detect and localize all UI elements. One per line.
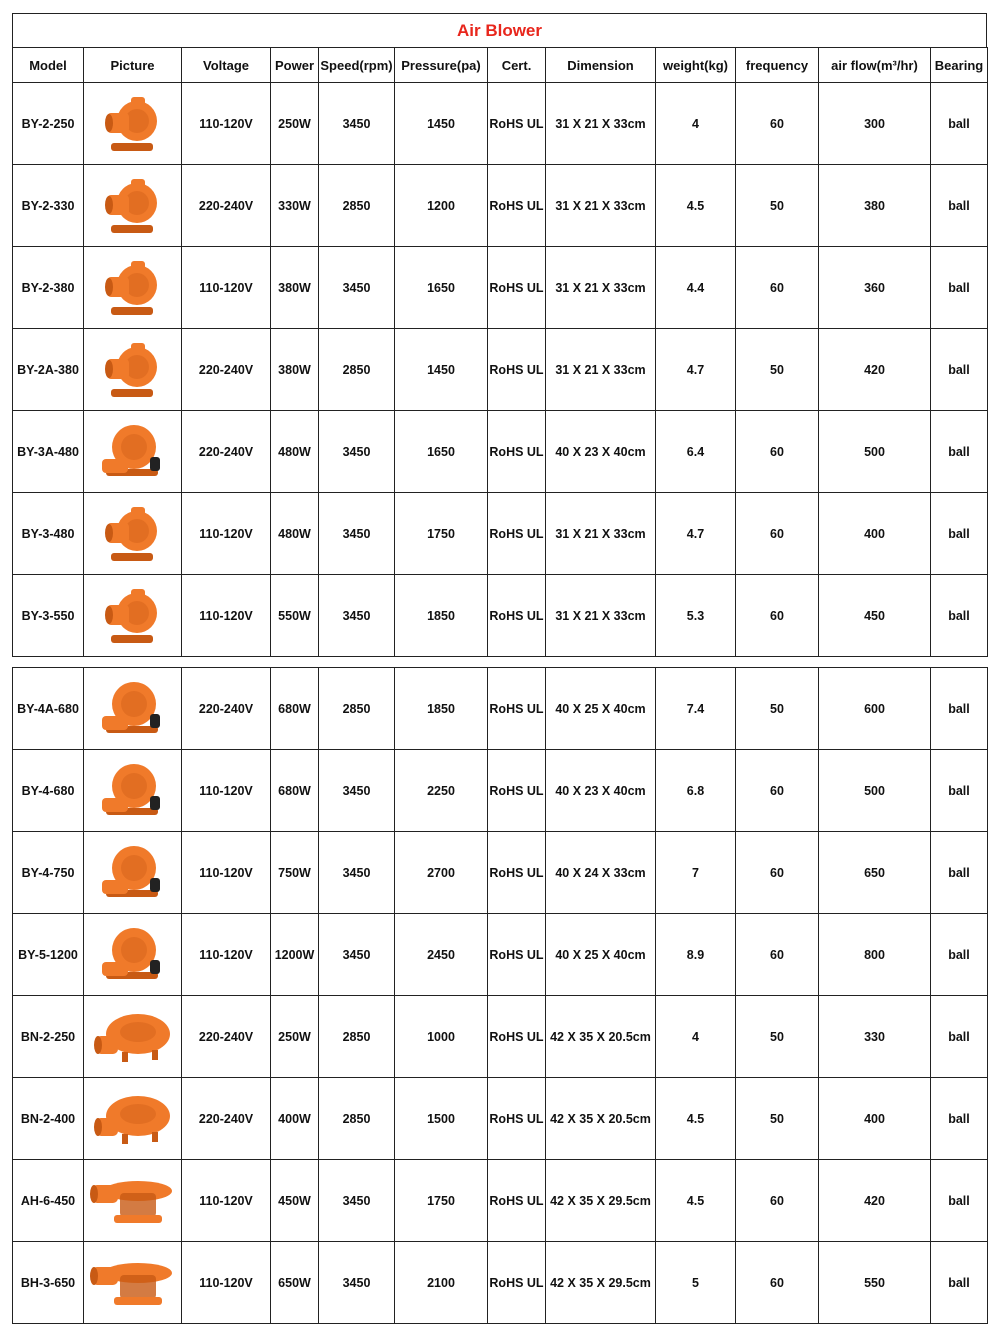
round-blower-icon [84, 842, 181, 904]
dimension-cell: 42 X 35 X 20.5cm [546, 1078, 656, 1160]
bearing-cell: ball [931, 329, 988, 411]
dimension-cell: 31 X 21 X 33cm [546, 329, 656, 411]
voltage-cell: 220-240V [182, 1078, 271, 1160]
model-cell: BY-4-750 [13, 832, 84, 914]
model-cell: BN-2-400 [13, 1078, 84, 1160]
header-bearing: Bearing [931, 48, 988, 83]
frequency-cell: 60 [736, 1160, 819, 1242]
model-cell: BY-3-480 [13, 493, 84, 575]
weight-cell: 4.7 [656, 329, 736, 411]
voltage-cell: 220-240V [182, 165, 271, 247]
bearing-cell: ball [931, 668, 988, 750]
picture-cell [84, 493, 182, 575]
weight-cell: 4.5 [656, 1078, 736, 1160]
power-cell: 680W [271, 668, 319, 750]
header-voltage: Voltage [182, 48, 271, 83]
table-row [13, 247, 988, 329]
weight-cell: 6.8 [656, 750, 736, 832]
picture-cell [84, 1160, 182, 1242]
voltage-cell: 220-240V [182, 411, 271, 493]
frequency-cell: 50 [736, 668, 819, 750]
spec-table [12, 13, 987, 1324]
bearing-cell: ball [931, 832, 988, 914]
picture-cell [84, 750, 182, 832]
cert-cell: RoHS UL [488, 750, 546, 832]
picture-cell [84, 832, 182, 914]
pressure-cell: 2100 [395, 1242, 488, 1324]
table-row [13, 411, 988, 493]
model-cell: BY-2A-380 [13, 329, 84, 411]
speed-cell: 2850 [319, 668, 395, 750]
speed-cell: 2850 [319, 329, 395, 411]
round-blower-icon [84, 760, 181, 822]
table-row [13, 832, 988, 914]
weight-cell: 4 [656, 996, 736, 1078]
table-title: Air Blower [12, 13, 987, 47]
speed-cell: 3450 [319, 575, 395, 657]
picture-cell [84, 575, 182, 657]
airflow-cell: 400 [819, 1078, 931, 1160]
upright-blower-icon [84, 255, 181, 321]
weight-cell: 7 [656, 832, 736, 914]
table-row [13, 1160, 988, 1242]
speed-cell: 2850 [319, 165, 395, 247]
pressure-cell: 1650 [395, 411, 488, 493]
bearing-cell: ball [931, 575, 988, 657]
bearing-cell: ball [931, 165, 988, 247]
bearing-cell: ball [931, 1078, 988, 1160]
cert-cell: RoHS UL [488, 832, 546, 914]
upright-blower-icon [84, 173, 181, 239]
wide-blower-icon [84, 1253, 181, 1313]
table-row [13, 750, 988, 832]
bearing-cell: ball [931, 411, 988, 493]
frequency-cell: 60 [736, 1242, 819, 1324]
header-weight: weight(kg) [656, 48, 736, 83]
dimension-cell: 31 X 21 X 33cm [546, 247, 656, 329]
table-row [13, 493, 988, 575]
cert-cell: RoHS UL [488, 493, 546, 575]
model-cell: BN-2-250 [13, 996, 84, 1078]
header-picture: Picture [84, 48, 182, 83]
upright-blower-icon [84, 337, 181, 403]
pressure-cell: 1750 [395, 1160, 488, 1242]
pressure-cell: 1450 [395, 329, 488, 411]
airflow-cell: 330 [819, 996, 931, 1078]
airflow-cell: 400 [819, 493, 931, 575]
pressure-cell: 1450 [395, 83, 488, 165]
dimension-cell: 42 X 35 X 20.5cm [546, 996, 656, 1078]
power-cell: 1200W [271, 914, 319, 996]
weight-cell: 4 [656, 83, 736, 165]
speed-cell: 2850 [319, 1078, 395, 1160]
cert-cell: RoHS UL [488, 914, 546, 996]
picture-cell [84, 668, 182, 750]
dimension-cell: 31 X 21 X 33cm [546, 83, 656, 165]
speed-cell: 3450 [319, 1242, 395, 1324]
model-cell: BY-2-250 [13, 83, 84, 165]
pressure-cell: 2250 [395, 750, 488, 832]
round-blower-icon [84, 678, 181, 740]
airflow-cell: 550 [819, 1242, 931, 1324]
frequency-cell: 60 [736, 493, 819, 575]
voltage-cell: 220-240V [182, 668, 271, 750]
voltage-cell: 110-120V [182, 1242, 271, 1324]
frequency-cell: 60 [736, 914, 819, 996]
power-cell: 250W [271, 996, 319, 1078]
pressure-cell: 1200 [395, 165, 488, 247]
model-cell: BY-4-680 [13, 750, 84, 832]
dimension-cell: 40 X 23 X 40cm [546, 411, 656, 493]
power-cell: 480W [271, 493, 319, 575]
frequency-cell: 60 [736, 575, 819, 657]
airflow-cell: 380 [819, 165, 931, 247]
dimension-cell: 40 X 25 X 40cm [546, 914, 656, 996]
frequency-cell: 60 [736, 832, 819, 914]
power-cell: 650W [271, 1242, 319, 1324]
speed-cell: 3450 [319, 83, 395, 165]
dimension-cell: 31 X 21 X 33cm [546, 165, 656, 247]
pressure-cell: 1750 [395, 493, 488, 575]
frequency-cell: 50 [736, 1078, 819, 1160]
speed-cell: 3450 [319, 493, 395, 575]
frequency-cell: 50 [736, 329, 819, 411]
voltage-cell: 110-120V [182, 914, 271, 996]
table-row [13, 83, 988, 165]
picture-cell [84, 996, 182, 1078]
voltage-cell: 220-240V [182, 996, 271, 1078]
upright-blower-icon [84, 91, 181, 157]
airflow-cell: 300 [819, 83, 931, 165]
header-speed: Speed(rpm) [319, 48, 395, 83]
picture-cell [84, 329, 182, 411]
speed-cell: 3450 [319, 1160, 395, 1242]
airflow-cell: 650 [819, 832, 931, 914]
speed-cell: 3450 [319, 247, 395, 329]
bearing-cell: ball [931, 1242, 988, 1324]
table-row [13, 914, 988, 996]
round-blower-icon [84, 924, 181, 986]
voltage-cell: 110-120V [182, 83, 271, 165]
airflow-cell: 420 [819, 1160, 931, 1242]
voltage-cell: 110-120V [182, 832, 271, 914]
bearing-cell: ball [931, 83, 988, 165]
cert-cell: RoHS UL [488, 411, 546, 493]
pressure-cell: 2450 [395, 914, 488, 996]
pressure-cell: 1500 [395, 1078, 488, 1160]
table-row [13, 1078, 988, 1160]
voltage-cell: 110-120V [182, 750, 271, 832]
power-cell: 400W [271, 1078, 319, 1160]
airflow-cell: 500 [819, 411, 931, 493]
header-airflow: air flow(m³/hr) [819, 48, 931, 83]
bearing-cell: ball [931, 1160, 988, 1242]
airflow-cell: 450 [819, 575, 931, 657]
wide-blower-icon [84, 1171, 181, 1231]
frequency-cell: 60 [736, 247, 819, 329]
table-row [13, 329, 988, 411]
weight-cell: 8.9 [656, 914, 736, 996]
picture-cell [84, 1242, 182, 1324]
weight-cell: 7.4 [656, 668, 736, 750]
dimension-cell: 40 X 24 X 33cm [546, 832, 656, 914]
speed-cell: 3450 [319, 411, 395, 493]
bearing-cell: ball [931, 493, 988, 575]
model-cell: BY-5-1200 [13, 914, 84, 996]
header-frequency: frequency [736, 48, 819, 83]
weight-cell: 5 [656, 1242, 736, 1324]
power-cell: 680W [271, 750, 319, 832]
dimension-cell: 42 X 35 X 29.5cm [546, 1160, 656, 1242]
table-row [13, 165, 988, 247]
frequency-cell: 60 [736, 83, 819, 165]
table-row [13, 668, 988, 750]
power-cell: 380W [271, 329, 319, 411]
picture-cell [84, 1078, 182, 1160]
picture-cell [84, 914, 182, 996]
speed-cell: 2850 [319, 996, 395, 1078]
cert-cell: RoHS UL [488, 1078, 546, 1160]
voltage-cell: 110-120V [182, 247, 271, 329]
cert-cell: RoHS UL [488, 996, 546, 1078]
cert-cell: RoHS UL [488, 329, 546, 411]
flat-blower-icon [84, 1006, 181, 1068]
spec-table-group-1 [12, 47, 988, 657]
cert-cell: RoHS UL [488, 575, 546, 657]
power-cell: 550W [271, 575, 319, 657]
header-row [13, 48, 988, 83]
voltage-cell: 110-120V [182, 575, 271, 657]
model-cell: BY-2-380 [13, 247, 84, 329]
frequency-cell: 50 [736, 165, 819, 247]
cert-cell: RoHS UL [488, 247, 546, 329]
voltage-cell: 110-120V [182, 493, 271, 575]
weight-cell: 6.4 [656, 411, 736, 493]
model-cell: BH-3-650 [13, 1242, 84, 1324]
airflow-cell: 600 [819, 668, 931, 750]
model-cell: BY-2-330 [13, 165, 84, 247]
weight-cell: 4.4 [656, 247, 736, 329]
upright-blower-icon [84, 583, 181, 649]
voltage-cell: 110-120V [182, 1160, 271, 1242]
dimension-cell: 42 X 35 X 29.5cm [546, 1242, 656, 1324]
power-cell: 250W [271, 83, 319, 165]
power-cell: 450W [271, 1160, 319, 1242]
cert-cell: RoHS UL [488, 83, 546, 165]
weight-cell: 4.5 [656, 1160, 736, 1242]
header-model: Model [13, 48, 84, 83]
bearing-cell: ball [931, 914, 988, 996]
cert-cell: RoHS UL [488, 1242, 546, 1324]
spec-table-group-2 [12, 667, 988, 1324]
header-cert: Cert. [488, 48, 546, 83]
pressure-cell: 1850 [395, 668, 488, 750]
power-cell: 480W [271, 411, 319, 493]
weight-cell: 4.5 [656, 165, 736, 247]
power-cell: 380W [271, 247, 319, 329]
airflow-cell: 360 [819, 247, 931, 329]
frequency-cell: 50 [736, 996, 819, 1078]
flat-blower-icon [84, 1088, 181, 1150]
picture-cell [84, 247, 182, 329]
picture-cell [84, 83, 182, 165]
dimension-cell: 40 X 23 X 40cm [546, 750, 656, 832]
dimension-cell: 40 X 25 X 40cm [546, 668, 656, 750]
airflow-cell: 420 [819, 329, 931, 411]
picture-cell [84, 411, 182, 493]
picture-cell [84, 165, 182, 247]
upright-blower-icon [84, 501, 181, 567]
header-dimension: Dimension [546, 48, 656, 83]
power-cell: 330W [271, 165, 319, 247]
dimension-cell: 31 X 21 X 33cm [546, 575, 656, 657]
airflow-cell: 500 [819, 750, 931, 832]
bearing-cell: ball [931, 247, 988, 329]
weight-cell: 4.7 [656, 493, 736, 575]
header-power: Power [271, 48, 319, 83]
speed-cell: 3450 [319, 914, 395, 996]
table-row [13, 1242, 988, 1324]
round-blower-icon [84, 421, 181, 483]
pressure-cell: 1650 [395, 247, 488, 329]
bearing-cell: ball [931, 750, 988, 832]
model-cell: AH-6-450 [13, 1160, 84, 1242]
weight-cell: 5.3 [656, 575, 736, 657]
pressure-cell: 1850 [395, 575, 488, 657]
model-cell: BY-3A-480 [13, 411, 84, 493]
frequency-cell: 60 [736, 411, 819, 493]
airflow-cell: 800 [819, 914, 931, 996]
dimension-cell: 31 X 21 X 33cm [546, 493, 656, 575]
header-pressure: Pressure(pa) [395, 48, 488, 83]
table-row [13, 996, 988, 1078]
frequency-cell: 60 [736, 750, 819, 832]
voltage-cell: 220-240V [182, 329, 271, 411]
cert-cell: RoHS UL [488, 668, 546, 750]
table-row [13, 575, 988, 657]
speed-cell: 3450 [319, 832, 395, 914]
pressure-cell: 1000 [395, 996, 488, 1078]
power-cell: 750W [271, 832, 319, 914]
cert-cell: RoHS UL [488, 1160, 546, 1242]
bearing-cell: ball [931, 996, 988, 1078]
pressure-cell: 2700 [395, 832, 488, 914]
speed-cell: 3450 [319, 750, 395, 832]
model-cell: BY-4A-680 [13, 668, 84, 750]
model-cell: BY-3-550 [13, 575, 84, 657]
cert-cell: RoHS UL [488, 165, 546, 247]
